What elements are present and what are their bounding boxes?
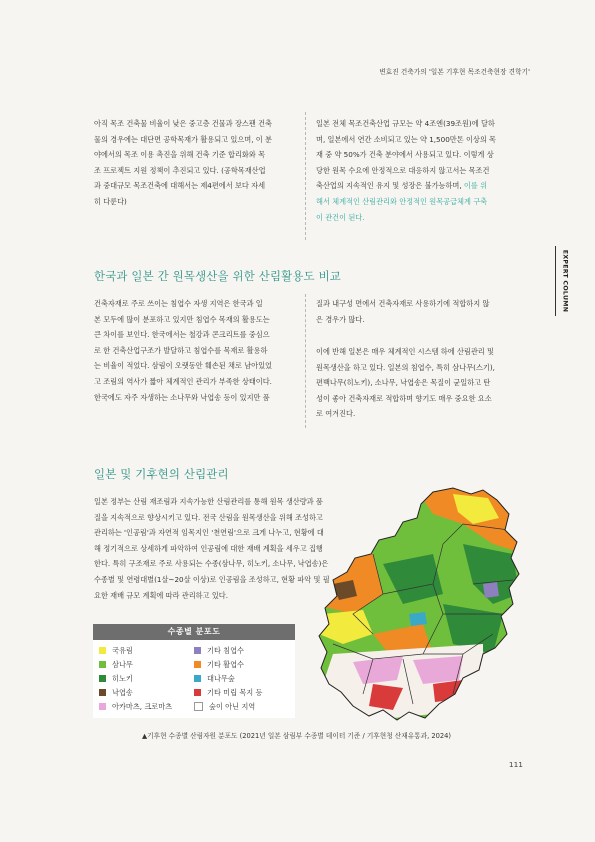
side-tab-label: EXPERT COLUMN: [561, 249, 569, 313]
text-line: 수종별 및 연령대별(1살~20살 이상)로 인공림을 조성하고, 현황 파악 및 필: [94, 574, 330, 584]
legend-label: 삼나무: [112, 659, 133, 669]
text-line: 성이 좋아 건축자재로 적합하며 향기도 매우 중요한 요소: [316, 393, 492, 403]
legend-swatch: [99, 647, 106, 654]
legend-label: 아카마츠, 크로마츠: [112, 701, 173, 711]
highlight-text-line: 이 관건이 된다.: [316, 212, 365, 222]
page-number: 111: [508, 760, 523, 769]
text-line: 히 다룬다): [94, 196, 127, 206]
text-line: 큰 차이를 보인다. 한국에서는 철강과 콘크리트를 중심으: [94, 330, 270, 340]
legend-item: [99, 673, 194, 684]
text-line: 해 정기적으로 상세하게 파악하여 인공림에 대한 재배 계획을 세우고 집행: [94, 543, 323, 553]
legend-swatch: [99, 689, 106, 696]
text-line: 당한 원목 수요에 안정적으로 대응하지 않고서는 목조건: [316, 165, 490, 175]
text-line: 한국에도 자주 자생하는 소나무와 낙엽송 등이 있지만 품: [94, 392, 270, 402]
legend-item: [194, 673, 289, 684]
legend-swatch: [194, 689, 201, 696]
section1-left-paragraph: [94, 296, 298, 405]
text-line: 이에 반해 일본은 매우 체계적인 시스템 하에 산림관리 및: [316, 347, 494, 356]
text-line: 요한 재배 규모 계획에 따라 관리하고 있다.: [94, 590, 229, 600]
bamboo-area: [409, 612, 427, 626]
side-tab-rule: [555, 246, 556, 316]
text-line: 편백나무(히노키), 소나무, 낙엽송은 목질이 균일하고 탄: [316, 378, 491, 388]
intro-right-paragraph: [316, 116, 524, 225]
text-line: 아직 목조 건축물 비율이 낮은 중고층 건물과 장스팬 건축: [94, 119, 272, 128]
text-line: [316, 178, 524, 194]
other-conifer-area: [483, 582, 499, 598]
legend-item: [194, 659, 289, 670]
text-run: 축산업의 지속적인 유지 및 성장은 불가능하며,: [316, 181, 464, 191]
text-line: 조 프로젝트 지원 정책이 추진되고 있다. (공학목재산업: [94, 165, 266, 175]
text-line: 물의 경우에는 대단면 공학목재가 활용되고 있으며, 이 분: [94, 134, 272, 144]
text-line: 일본 정부는 산림 재조림과 지속가능한 산림관리를 통해 원목 생산량과 품: [94, 497, 323, 506]
legend-label: 기타 미립 목지 등: [207, 687, 263, 697]
section1-right-paragraph-a: [316, 296, 524, 327]
map-legend: [93, 624, 295, 718]
text-line: 건축자재로 주로 쓰이는 침엽수 자생 지역은 한국과 일: [94, 299, 263, 308]
legend-label: 기타 활엽수: [207, 659, 245, 669]
highlight-text: 이를 위: [463, 181, 488, 191]
legend-label: 국유림: [112, 645, 133, 655]
legend-item: [99, 687, 194, 698]
legend-grid: [93, 640, 295, 718]
text-line: 고 조림의 역사가 짧아 체계적인 관리가 부족한 상태이다.: [94, 376, 272, 386]
legend-swatch: [99, 675, 106, 682]
legend-label: 숲이 아닌 지역: [209, 701, 256, 711]
legend-label: 대나무숲: [207, 673, 235, 683]
legend-item: [99, 645, 194, 656]
text-line: 야에서의 목조 이용 촉진을 위해 건축 기준 합리화와 목: [94, 150, 266, 160]
legend-label: 히노키: [112, 673, 133, 683]
text-line: 재 중 약 50%가 건축 분야에서 사용되고 있다. 이렇게 상: [316, 150, 494, 160]
legend-item: [194, 687, 289, 698]
legend-swatch: [194, 647, 201, 654]
text-line: 며, 일본에서 연간 소비되고 있는 약 1,500만톤 이상의 목: [316, 134, 497, 144]
text-line: 과 중대규모 목조건축에 대해서는 제4편에서 보다 자세: [94, 181, 266, 191]
text-line: 본 모두에 많이 분포하고 있지만 침엽수 목재의 활용도는: [94, 314, 270, 324]
legend-item: [194, 645, 289, 656]
legend-title: 수종별 분포도: [93, 624, 295, 640]
legend-item: [99, 659, 194, 670]
text-line: 관리하는 '인공림'과 자연적 임목지인 '천연림'으로 크게 나누고, 현황에 대: [94, 528, 324, 538]
section2-paragraph: [94, 494, 330, 603]
highlight-text-line: 해서 체계적인 산림관리와 안정적인 원목공급체계 구축: [316, 196, 488, 206]
side-tab: [559, 246, 571, 316]
intro-left-paragraph: [94, 116, 298, 210]
legend-item: [194, 701, 289, 712]
legend-swatch: [194, 661, 201, 668]
section1-right-paragraph-b: [316, 344, 524, 422]
section-title: 일본 및 기후현의 산림관리: [94, 467, 229, 481]
text-line: 일본 전체 목조건축산업 규모는 약 4조엔(39조원)에 달하: [316, 119, 495, 128]
text-line: 원목생산을 하고 있다. 일본의 침엽수, 특히 삼나무(스기),: [316, 362, 495, 372]
text-line: 질을 지속적으로 향상시키고 있다. 전국 산림을 원목생산을 위해 조성하고: [94, 512, 323, 522]
column-divider: [305, 294, 306, 428]
text-line: 은 경우가 많다.: [316, 314, 365, 324]
text-line: 는 비율이 적었다. 삼림이 오랫동안 훼손된 채로 남아있었: [94, 361, 272, 371]
legend-label: 낙엽송: [112, 687, 133, 697]
section-title: 한국과 일본 간 원목생산을 위한 산림활용도 비교: [94, 269, 341, 283]
legend-swatch: [99, 703, 106, 710]
column-divider: [305, 112, 306, 240]
text-line: 로 한 건축산업구조가 발달하고 침엽수를 목재로 활용하: [94, 345, 268, 355]
forest-distribution-map: [313, 484, 525, 730]
legend-swatch: [194, 702, 203, 711]
text-line: 질과 내구성 면에서 건축자재로 사용하기에 적합하지 않: [316, 299, 490, 308]
legend-swatch: [99, 661, 106, 668]
running-header: 변효진 건축가의 '일본 기후현 목조건축현장 견학기': [379, 68, 530, 76]
text-line: 한다. 특히 구조재로 주로 사용되는 수종(삼나무, 히노키, 소나무, 낙엽송)은: [94, 559, 329, 569]
legend-label: 기타 침엽수: [207, 645, 245, 655]
map-land: [313, 484, 525, 730]
legend-item: [99, 701, 194, 712]
legend-swatch: [194, 675, 201, 682]
text-line: 로 여겨진다.: [316, 409, 356, 419]
figure-caption: ▲기후현 수종별 산림자원 분포도 (2021년 일본 삼림부 수종별 데이터 기준 / 기후현청 산재유통과, 2024): [142, 732, 451, 740]
